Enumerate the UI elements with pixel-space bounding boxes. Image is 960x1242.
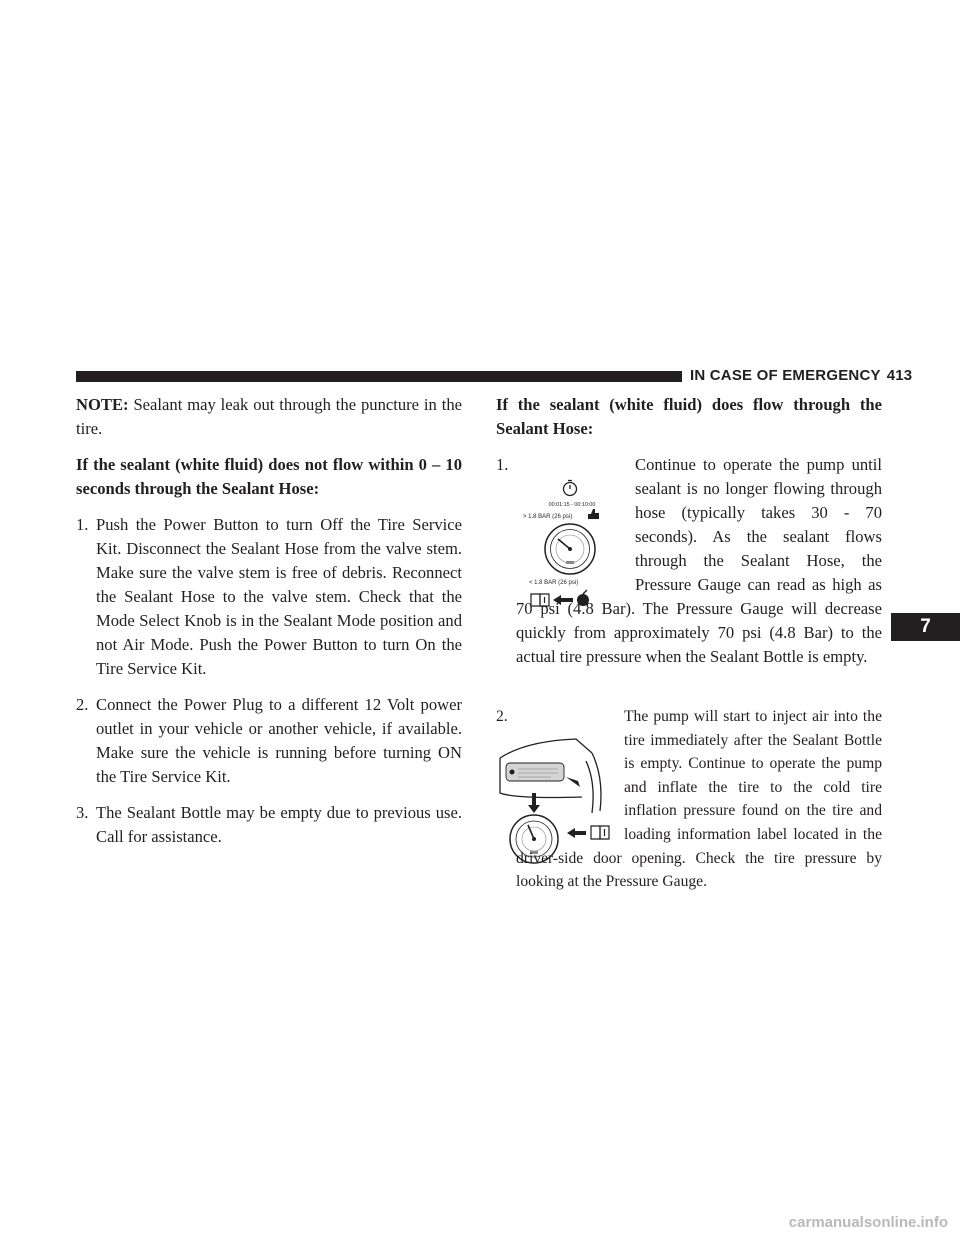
item-text: Continue to operate the pump until sealant is no longer flowing through hose (typically takes 30 - 70 seconds). As the sealant flows through the Sealant Hose, the Pressure Gauge can read as high as 70 psi (4.8 Bar). The Pressure Gauge will decrease quickly from approximately 70 psi (4.8 Bar) to the actual tire pressure when the Sealant Bottle is empty. [516,455,882,666]
page-number: 413 [886,367,913,384]
pressure-gauge-timer-figure [515,477,625,619]
upper-pressure-label: > 1.8 BAR (26 psi) [523,514,573,520]
item-text: The pump will start to inject air into the tire immediately after the Sealant Bottle is empty. Continue to operate the pump and inflate the tire to the cold tire inflation pressure found on the tire and loading information label located in the driver-side door opening. Check the tire pressure by looking at the Pressure Gauge. [516,708,882,891]
arrow-left-icon [567,828,586,838]
running-header [690,367,912,384]
note-paragraph [76,393,462,441]
list-item [76,513,462,681]
item-text: Push the Power Button to turn Off the Tire Service Kit. Disconnect the Sealant Hose from the valve stem. Make sure the valve stem is free of debris. Reconnect the Sealant Hose to the valve stem. Check that the Mode Select Knob is in the Sealant Mode position and not Air Mode. Push the Power Button to turn On the Tire Service Kit. [96,515,462,678]
tire-info-label-icon [506,763,564,781]
manual-book-icon [591,826,609,839]
note-text: Sealant may leak out through the puncture in the tire. [76,395,462,438]
item-number: 3. [76,803,89,822]
label-pointer-arrow [566,777,584,787]
chapter-tab: 7 [891,613,960,641]
item-number: 1. [496,455,509,474]
flow-heading: If the sealant (white fluid) does flow through the Sealant Hose: [496,395,882,438]
lower-pressure-label: < 1.8 BAR (26 psi) [529,580,579,586]
item-text: The Sealant Bottle may be empty due to previous use. Call for assistance. [96,803,462,846]
item-text: Connect the Power Plug to a different 12 Volt power outlet in your vehicle or another vehicle, if available. Make sure the vehicle is running before turning ON the Tire Service Kit. [96,695,462,786]
pressure-gauge-icon [545,524,595,574]
thumbs-up-icon [588,509,599,519]
list-item [496,453,882,693]
stopwatch-icon [564,481,577,496]
section-title: IN CASE OF EMERGENCY [690,367,881,384]
list-item [496,705,882,917]
item-number: 2. [496,708,508,725]
header-rule [76,371,682,382]
left-column [76,393,462,861]
item-number: 2. [76,695,89,714]
note-label: NOTE: [76,395,129,414]
inflation-label-figure [496,733,614,869]
timer-text: 00:01:15 - 00:10:00 [548,502,596,508]
item-number: 1. [76,515,89,534]
watermark: carmanualsonline.info [788,1214,948,1231]
down-arrow-icon [528,793,540,813]
list-item [76,693,462,789]
right-column [496,393,882,929]
list-item [76,801,462,849]
no-flow-heading: If the sealant (white fluid) does not flow within 0 – 10 seconds through the Sealant Hose: [76,455,462,498]
